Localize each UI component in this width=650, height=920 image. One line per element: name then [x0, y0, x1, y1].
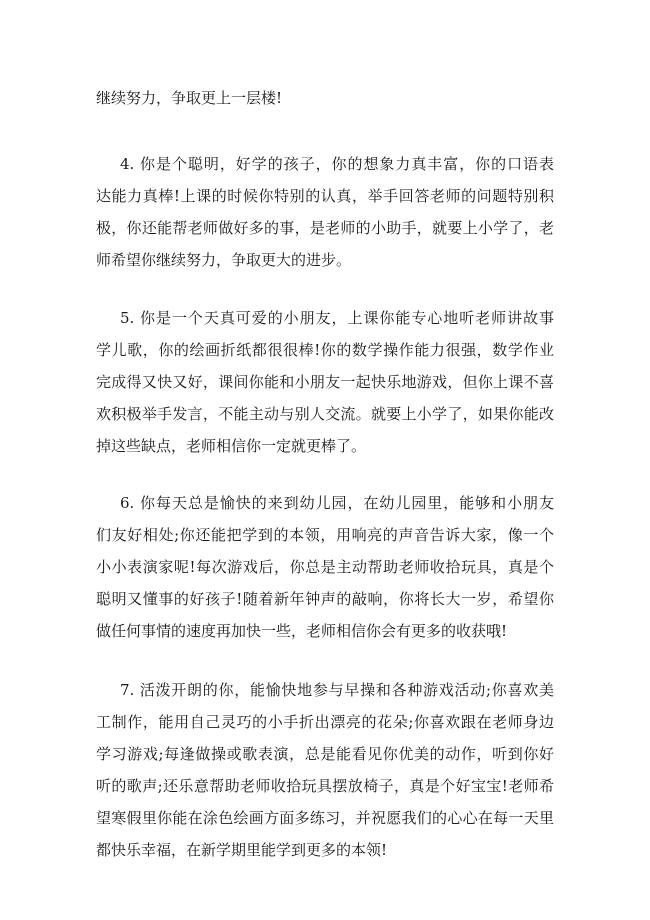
paragraph-line: 听的歌声;还乐意帮助老师收拾玩具摆放椅子，真是个好宝宝!老师希: [96, 777, 554, 795]
paragraph-line: 都快乐幸福，在新学期里能学到更多的本领!: [96, 841, 388, 859]
paragraph-line: 工制作，能用自己灵巧的小手折出漂亮的花朵;你喜欢跟在老师身边: [96, 713, 554, 731]
paragraph-line: 7. 活泼开朗的你，能愉快地参与早操和各种游戏活动;你喜欢美: [120, 681, 554, 699]
paragraph-line: 小小表演家呢!每次游戏后，你总是主动帮助老师收拾玩具，真是个: [96, 558, 554, 576]
paragraph-line: 们友好相处;你还能把学到的本领，用响亮的声音告诉大家，像一个: [96, 526, 554, 544]
paragraph-line: 极，你还能帮老师做好多的事，是老师的小助手，就要上小学了，老: [96, 219, 554, 237]
paragraph-line: 欢积极举手发言，不能主动与别人交流。就要上小学了，如果你能改: [96, 405, 554, 423]
paragraph-line: 聪明又懂事的好孩子!随着新年钟声的敲响，你将长大一岁，希望你: [96, 590, 554, 608]
paragraph-line: 完成得又快又好，课间你能和小朋友一起快乐地游戏，但你上课不喜: [96, 373, 554, 391]
paragraph-line: 做任何事情的速度再加快一些，老师相信你会有更多的收获哦!: [96, 622, 508, 640]
paragraph-line: 5. 你是一个天真可爱的小朋友，上课你能专心地听老师讲故事: [120, 309, 554, 327]
paragraph-line: 4. 你是个聪明，好学的孩子，你的想象力真丰富，你的口语表: [120, 155, 554, 173]
paragraph-line: 继续努力，争取更上一层楼!: [96, 89, 283, 107]
paragraph-line: 掉这些缺点，老师相信你一定就更棒了。: [96, 437, 367, 455]
paragraph-line: 达能力真棒!上课的时候你特别的认真，举手回答老师的问题特别积: [96, 187, 554, 205]
paragraph-line: 学习游戏;每逢做操或歌表演，总是能看见你优美的动作，听到你好: [96, 745, 554, 763]
paragraph-line: 望寒假里你能在涂色绘画方面多练习，并祝愿我们的心心在每一天里: [96, 809, 554, 827]
paragraph-line: 6. 你每天总是愉快的来到幼儿园，在幼儿园里，能够和小朋友: [120, 494, 554, 512]
paragraph-line: 学儿歌，你的绘画折纸都很很棒!你的数学操作能力很强，数学作业: [96, 341, 554, 359]
paragraph-line: 师希望你继续努力，争取更大的进步。: [96, 251, 352, 269]
